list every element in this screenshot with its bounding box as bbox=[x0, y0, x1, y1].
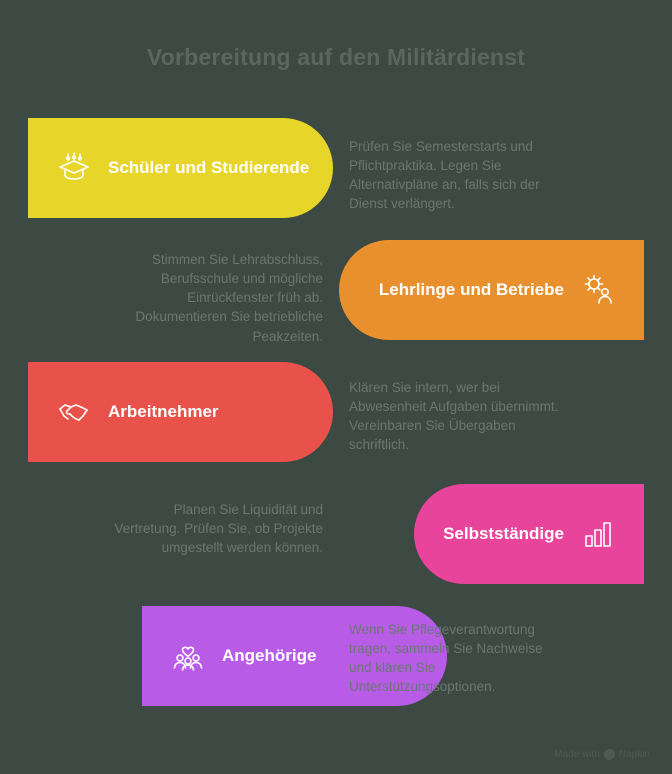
pill-label: Schüler und Studierende bbox=[108, 158, 310, 177]
pill-lehrlinge-und-betriebe[interactable] bbox=[339, 240, 644, 340]
description-4: Planen Sie Liquidität und Vertretung. Prüfen Sie, ob Projekte umgestellt werden können. bbox=[114, 502, 323, 556]
graduation-cap-icon bbox=[54, 148, 94, 188]
bar-chart-icon bbox=[578, 514, 618, 554]
row-4 bbox=[0, 484, 672, 588]
pill-label: Selbstständige bbox=[443, 524, 564, 543]
watermark-brand: Napkin bbox=[618, 749, 650, 760]
pill-label: Arbeitnehmer bbox=[108, 402, 219, 421]
row-1 bbox=[0, 118, 672, 222]
pill-arbeitnehmer[interactable] bbox=[28, 362, 333, 462]
pill-label: Angehörige bbox=[222, 646, 317, 665]
description-2: Stimmen Sie Lehrabschluss, Berufsschule und mögliche Einrückfenster früh ab. Dokumentieren Sie betriebliche Peakzeiten. bbox=[135, 252, 323, 344]
pill-schueler-und-studierende[interactable] bbox=[28, 118, 333, 218]
family-heart-icon bbox=[168, 636, 208, 676]
watermark bbox=[554, 749, 650, 760]
pill-selbststaendige[interactable] bbox=[414, 484, 644, 584]
watermark-prefix: Made with bbox=[554, 749, 600, 760]
row-3 bbox=[0, 362, 672, 466]
gear-person-icon bbox=[578, 270, 618, 310]
row-2 bbox=[0, 240, 672, 344]
handshake-icon bbox=[54, 392, 94, 432]
description-1: Prüfen Sie Semesterstarts und Pflichtpraktika. Legen Sie Alternativpläne an, falls sich der Dienst verlängert. bbox=[349, 139, 540, 212]
row-5 bbox=[0, 606, 672, 710]
page-title: Vorbereitung auf den Militärdienst bbox=[146, 44, 526, 70]
napkin-logo-icon bbox=[604, 749, 615, 760]
description-5: Wenn Sie Pflegeverantwortung tragen, sammeln Sie Nachweise und klären Sie Unterstützungsoptionen. bbox=[349, 622, 543, 695]
description-3: Klären Sie intern, wer bei Abwesenheit Aufgaben übernimmt. Vereinbaren Sie Übergaben schriftlich. bbox=[349, 380, 559, 453]
pill-label: Lehrlinge und Betriebe bbox=[378, 280, 564, 299]
